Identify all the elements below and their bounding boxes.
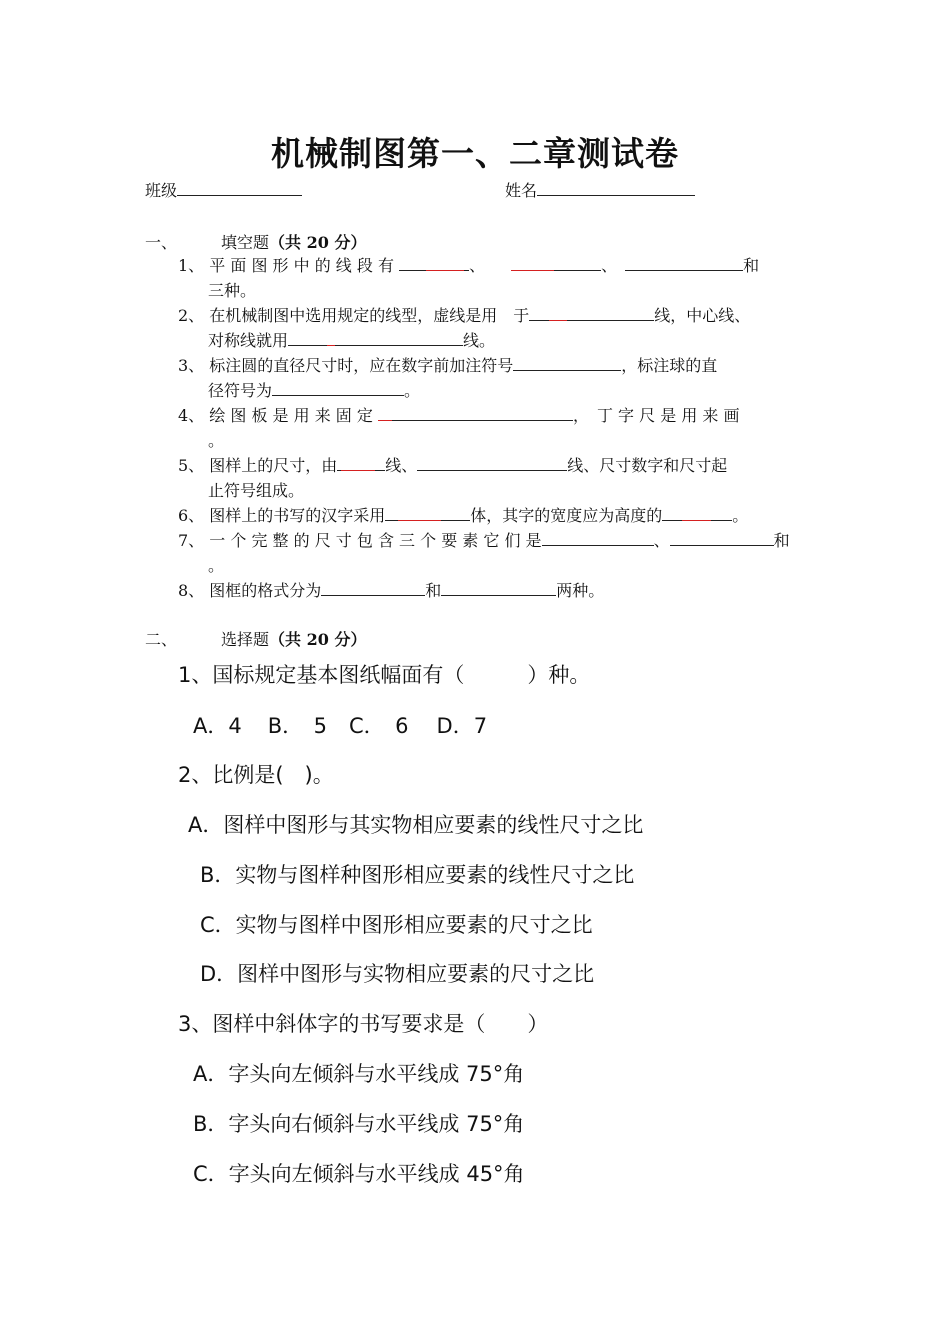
choice-question-2: 2、比例是( )。 [178, 763, 334, 787]
option-c: C．实物与图样中图形相应要素的尺寸之比 [200, 913, 593, 937]
page-title: 机械制图第一、二章测试卷 [271, 134, 679, 173]
answer-blank [670, 529, 774, 546]
answer-blank [399, 254, 469, 271]
fill-question-7: 7、 一 个 完 整 的 尺 寸 包 含 三 个 要 素 它 们 是 、 和 [178, 531, 790, 550]
answer-blank [385, 504, 470, 521]
section2-title: 选择题 [221, 630, 270, 649]
fill-question-3-cont: 径符号为 。 [208, 381, 421, 400]
answer-blank [441, 579, 556, 596]
answer-blank [288, 329, 463, 346]
choice-question-1-options [193, 710, 487, 740]
name-field [505, 178, 695, 201]
option-c: C． 6 [349, 714, 409, 738]
fill-question-4: 4、 绘 图 板 是 用 来 固 定 ， 丁 字 尺 是 用 来 画 [178, 406, 740, 425]
answer-blank [272, 379, 404, 396]
option-a: A．4 [193, 714, 242, 738]
option-b: B．字头向右倾斜与水平线成 75°角 [193, 1112, 525, 1136]
section1-title: 填空题 [221, 233, 270, 252]
option-a: A．字头向左倾斜与水平线成 75°角 [193, 1062, 525, 1086]
answer-blank [321, 579, 425, 596]
fill-question-1: 1、 平 面 图 形 中 的 线 段 有 、 、 和 [178, 256, 760, 275]
section1-heading [145, 230, 366, 253]
option-b: B．实物与图样种图形相应要素的线性尺寸之比 [200, 863, 635, 887]
section2-score: （共 20 分） [269, 630, 367, 649]
answer-blank [662, 504, 732, 521]
fill-question-4-cont: 。 [208, 431, 225, 450]
fill-question-8: 8、 图框的格式分为 和 两种。 [178, 581, 605, 600]
answer-blank [542, 529, 654, 546]
section2-number: 二、 [145, 630, 178, 649]
name-blank [537, 179, 695, 196]
fill-question-3: 3、 标注圆的直径尺寸时，应在数字前加注符号 ，标注球的直 [178, 356, 718, 375]
option-a: A．图样中图形与其实物相应要素的线性尺寸之比 [188, 813, 644, 837]
answer-blank [378, 404, 573, 421]
fill-question-7-cont: 。 [208, 556, 225, 575]
answer-blank [529, 304, 654, 321]
class-label: 班级 [145, 181, 178, 200]
option-d: D．7 [436, 714, 488, 738]
answer-blank [625, 254, 743, 271]
name-label: 姓名 [505, 181, 538, 200]
option-d: D．图样中图形与实物相应要素的尺寸之比 [200, 962, 595, 986]
fill-question-6: 6、 图样上的书写的汉字采用 体，其字的宽度应为高度的 。 [178, 506, 749, 525]
option-b: B． 5 [267, 714, 328, 738]
choice-question-3: 3、图样中斜体字的书写要求是（ ） [178, 1012, 549, 1036]
fill-question-2: 2、 在机械制图中选用规定的线型，虚线是用 于 线，中心线、 [178, 306, 751, 325]
section2-heading [145, 627, 366, 650]
answer-blank [513, 354, 621, 371]
section1-score: （共 20 分） [269, 233, 367, 252]
answer-blank [511, 254, 601, 271]
option-c: C．字头向左倾斜与水平线成 45°角 [193, 1162, 525, 1186]
section1-number: 一、 [145, 233, 178, 252]
fill-question-5: 5、 图样上的尺寸，由 线、 线、尺寸数字和尺寸起 [178, 456, 728, 475]
fill-question-2-cont: 对称线就用 线。 [208, 331, 496, 350]
choice-question-1: 1、国标规定基本图纸幅面有（ ）种。 [178, 663, 591, 687]
class-field [145, 178, 302, 201]
fill-question-5-cont: 止符号组成。 [208, 481, 305, 500]
answer-blank [337, 454, 385, 471]
answer-blank [417, 454, 567, 471]
class-blank [177, 179, 302, 196]
fill-question-1-cont: 三种。 [208, 281, 257, 300]
